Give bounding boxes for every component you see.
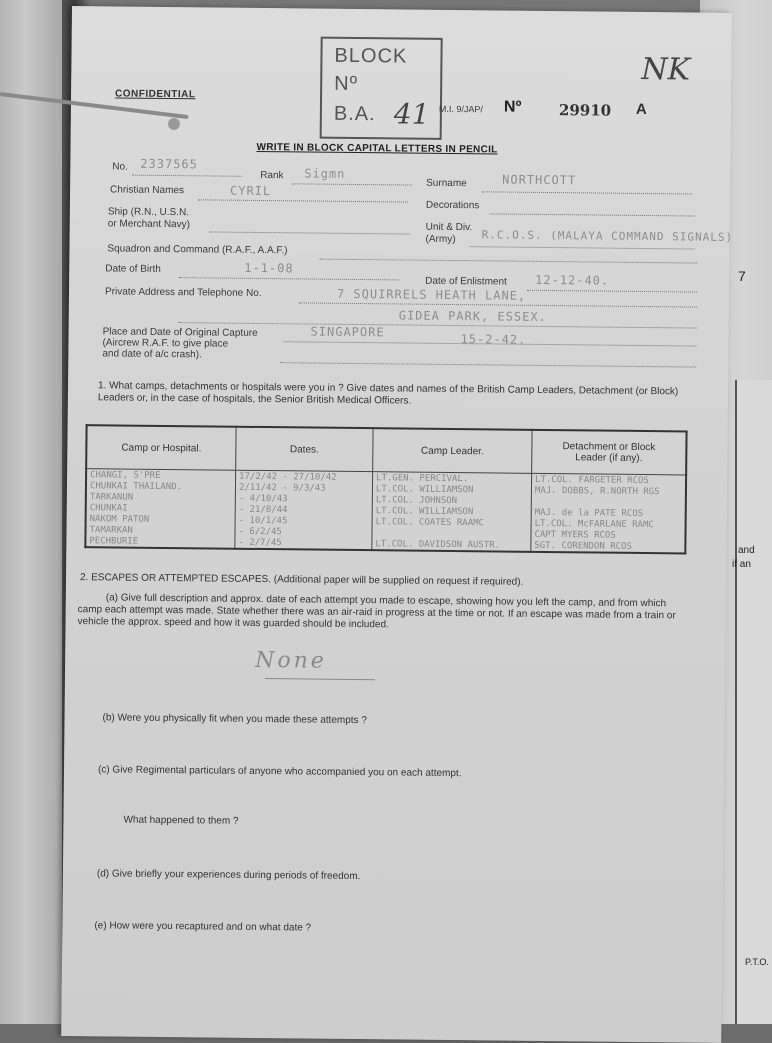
pto-label: P.T.O. [745,957,769,967]
camps-table-header-row [86,425,686,475]
leader-cell: LT.GEN. PERCIVAL. [373,472,532,485]
surname-value: NORTHCOTT [502,172,577,188]
dates-cell: - 10/1/45 [235,515,372,527]
dob-value: 1-1-08 [244,260,294,276]
detachment-cell: SGT. CORENDON RCOS [531,540,686,554]
question-2-heading: 2. ESCAPES OR ATTEMPTED ESCAPES. (Additional paper will be supplied on request if required). [79,572,524,588]
stamp-number: 41 [393,97,430,131]
detachment-cell: LT.COL. McFARLANE RAMC [531,518,686,531]
unit-value: R.C.O.S. (MALAYA COMMAND SIGNALS) [481,228,734,244]
instruction-heading: WRITE IN BLOCK CAPITAL LETTERS IN PENCIL [256,141,498,156]
stamp-line-2: Nº [334,72,359,95]
squadron-label: Squadron and Command (R.A.F., A.A.F.) [107,243,288,257]
camp-cell: CHANGI, S'PRE [86,469,236,482]
confidential-label: CONFIDENTIAL [115,88,196,101]
leader-cell: LT.COL. WILLIAMSON [372,483,531,496]
dates-cell: - 21/8/44 [235,504,372,516]
surname-label: Surname [426,177,467,190]
question-2a-answer: None [255,647,327,674]
detachment-cell: CAPT MYERS RCOS [531,529,686,542]
edge-text-if-an: if an [732,559,751,570]
dob-label: Date of Birth [105,263,161,275]
form-page [61,6,732,1043]
dates-cell: 17/2/42 - 27/10/42 [236,470,373,483]
header-dates: Dates. [236,427,373,472]
header-camp-leader: Camp Leader. [373,428,532,473]
dob-line [179,277,399,280]
camp-cell: TARKANUN [86,491,236,504]
serial-no-label: Nº [503,98,522,116]
unit-line [469,246,694,249]
dates-cell: 2/11/42 - 9/3/43 [235,482,372,494]
serial-suffix: A [635,100,647,119]
leader-cell: LT.COL. DAVIDSON AUSTR. [372,538,531,552]
detachment-cell: LT.COL. FARGETER RCOS [532,473,687,486]
surname-line [482,191,692,194]
edge-text-and: and [738,545,755,556]
back-sheet [0,0,62,1024]
question-2a: (a) Give full description and approx. date of each attempt you made to escape, showing how you left the camp, and from which camp each attempt was made. State whether there was an air-raid in progress at the time or not. If an escape was made from a train or vehicle the approx. speed and how it was guarded should be included. [77,592,676,631]
decorations-label: Decorations [425,199,480,212]
enlistment-value: 12-12-40. [535,272,610,288]
leader-cell: LT.COL. WILLIAMSON [372,505,531,518]
camp-cell: TAMARKAN [85,524,235,537]
stamp-line-1: BLOCK [334,44,408,68]
ship-label: Ship (R.N., U.S.N. or Merchant Navy) [107,206,191,231]
string-knot [168,118,180,130]
address-line-1 [299,302,697,307]
header-camp-or-hospital: Camp or Hospital. [86,425,236,470]
question-2d: (d) Give briefly your experiences during periods of freedom. [96,868,361,883]
detachment-cell: MAJ. DOBBS, R.NORTH RGS [531,485,686,498]
squadron-line [319,259,697,264]
rank-label: Rank [260,169,284,182]
answer-underline [265,678,375,680]
capture-date: 15-2-42. [460,332,527,347]
capture-label: Place and Date of Original Capture (Aircrew R.A.F. to give place and date of a/c crash). [102,326,258,361]
address-label: Private Address and Telephone No. [104,286,262,300]
dates-cell: - 6/2/45 [235,526,372,538]
dates-cell: - 2/7/45 [235,537,372,550]
question-2b: (b) Were you physically fit when you made these attempts ? [102,712,367,727]
capture-place: SINGAPORE [310,324,385,340]
rank-line [292,183,412,185]
camp-cell: NAKOM PATON [86,513,236,526]
address-value-1: 7 SQUIRRELS HEATH LANE, [336,286,527,303]
camp-cell: CHUNKAI [86,502,236,515]
edge-text-seven: 7 [738,268,746,284]
decorations-line [490,213,695,216]
question-1: 1. What camps, detachments or hospitals were you in ? Give dates and names of the British Camp Leaders, Detachment (or Block) Leaders or, in the case of hospitals, the Senior British Medical Officers. [97,380,679,407]
ship-line [210,231,410,234]
christian-names-value: CYRIL [230,183,272,199]
no-value: 2337565 [140,156,199,172]
block-stamp [320,37,443,140]
address-value-2: GIDEA PARK, ESSEX. [398,308,547,324]
enlistment-line [527,290,697,293]
question-2c-followup: What happened to them ? [123,814,239,827]
camps-table [84,424,687,554]
rank-value: Sigmn [304,166,346,181]
question-2c: (c) Give Regimental particulars of anyone who accompanied you on each attempt. [97,764,462,780]
no-label: No. [112,161,128,173]
question-2e: (e) How were you recaptured and on what date ? [94,920,312,934]
underlying-sheet-edge [735,380,772,1024]
leader-cell: LT.COL. COATES RAAMC [372,516,531,529]
christian-names-line [198,199,408,202]
no-line [132,175,242,177]
camp-cell: CHUNKAI THAILAND. [86,480,236,493]
dates-cell: - 4/10/43 [235,493,372,505]
capture-line-2 [280,362,696,367]
handwritten-initials: NK [641,51,691,88]
leader-cell: LT.COL. JOHNSON [372,494,531,507]
enlistment-label: Date of Enlistment [425,275,507,288]
christian-names-label: Christian Names [110,184,185,197]
header-detachment-leader: Detachment or Block Leader (if any). [532,430,687,475]
form-reference: M.I. 9/JAP/ [438,103,484,115]
camp-cell: PECHBURIE [85,535,235,549]
unit-label: Unit & Div. (Army) [425,221,473,246]
stamp-line-3: B.A. [333,102,376,126]
serial-number: 29910 [558,101,612,120]
detachment-cell: MAJ. de la PATE RCOS [531,507,686,520]
